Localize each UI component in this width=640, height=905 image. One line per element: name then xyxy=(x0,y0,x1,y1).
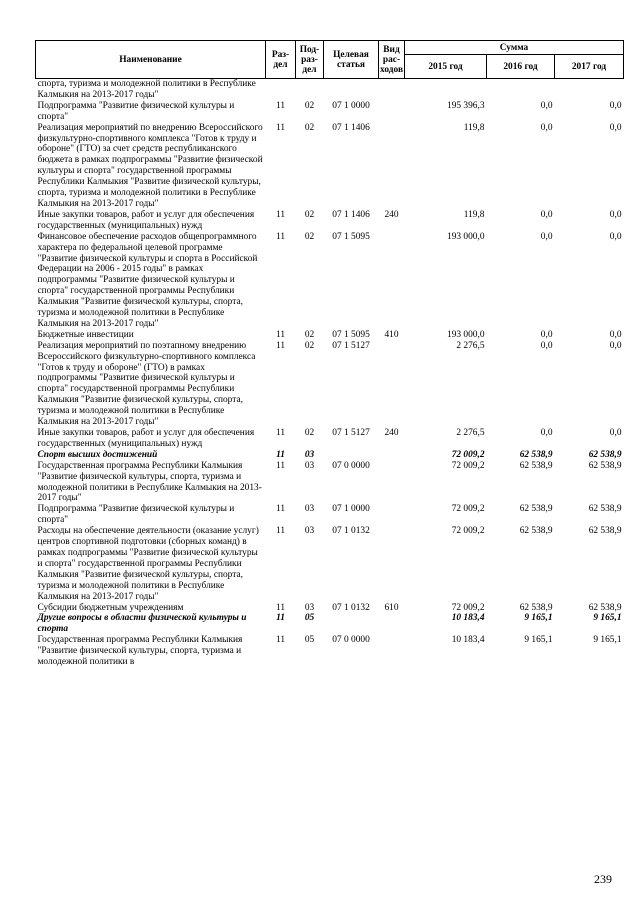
row-razdel: 11 xyxy=(275,635,286,646)
row-razdel: 11 xyxy=(276,449,285,460)
row-razdel: 11 xyxy=(275,122,286,133)
row-2016: 0,0 xyxy=(540,329,553,340)
row-2016: 0,0 xyxy=(540,340,553,351)
table-row xyxy=(36,461,624,505)
row-podrazdel: 03 xyxy=(304,602,315,613)
table-body xyxy=(36,79,624,668)
row-2015: 72 009,2 xyxy=(451,449,485,460)
table-header xyxy=(36,41,624,79)
table-row xyxy=(36,603,624,614)
header-podrazdel: Под-раз-дел xyxy=(296,41,324,79)
budget-table xyxy=(35,40,624,668)
row-2016 xyxy=(487,79,555,101)
row-target: 07 0 0000 xyxy=(332,460,370,471)
row-name: Финансовое обеспечение расходов общепрограммного характера по федеральной целевой программе "Развитие физической культуры и спорта в Российской Федерации на 2006 - 2015 годы" в рамках подпрограммы "Развитие физической культуры и спорта" государственной программы Республики Калмыкия "Развитие физической культуры, спорта, туризма и молодежной политики в Республике Калмыкия на 2013-2017 годы" xyxy=(37,231,258,329)
row-name: Иные закупки товаров, работ и услуг для обеспечения государственных (муниципальных) нужд xyxy=(37,209,255,231)
row-2016: 62 538,9 xyxy=(519,449,553,460)
row-podrazdel: 05 xyxy=(304,635,315,646)
row-razdel: 11 xyxy=(275,504,286,515)
row-vid xyxy=(379,526,405,602)
row-razdel: 11 xyxy=(275,526,286,537)
row-2015: 72 009,2 xyxy=(451,460,485,471)
row-vid: 240 xyxy=(384,209,399,220)
header-razdel: Раз-дел xyxy=(266,41,296,79)
row-target: 07 1 0000 xyxy=(332,100,370,111)
row-2015: 2 276,5 xyxy=(456,340,485,351)
row-podrazdel: 02 xyxy=(304,100,315,111)
row-2017: 62 538,9 xyxy=(588,449,622,460)
row-target: 07 1 5095 xyxy=(332,231,370,242)
row-2017: 9 165,1 xyxy=(593,635,622,646)
row-target: 07 1 0132 xyxy=(332,602,370,613)
row-2015 xyxy=(405,79,487,101)
row-2016: 62 538,9 xyxy=(519,602,553,613)
table-row xyxy=(36,613,624,635)
row-target xyxy=(324,79,379,101)
row-podrazdel xyxy=(296,79,324,101)
header-2017: 2017 год xyxy=(555,55,624,79)
row-2016: 0,0 xyxy=(540,100,553,111)
row-vid xyxy=(379,101,405,123)
row-vid: 410 xyxy=(384,329,399,340)
row-target: 07 1 1406 xyxy=(332,209,370,220)
row-2016: 9 165,1 xyxy=(524,635,553,646)
row-2015: 10 183,4 xyxy=(451,613,485,624)
table-row xyxy=(36,635,624,668)
row-2015: 119,8 xyxy=(463,209,485,220)
row-name: Другие вопросы в области физической культуры и спорта xyxy=(37,613,247,635)
row-target: 07 1 0132 xyxy=(332,526,370,537)
row-target xyxy=(324,613,379,635)
row-vid xyxy=(379,341,405,428)
row-name: Реализация мероприятий по внедрению Всероссийского физкультурно-спортивного комплекса "Готов к труду и обороне" (ГТО) за счет средств республиканского бюджета в рамках подпрограммы "Развитие физической культуры и спорта" государственной программы Республики Калмыкия "Развитие физической культуры, спорта, туризма и молодежной политики в Республике Калмыкия на 2013-2017 годы" xyxy=(37,122,263,209)
row-2017: 0,0 xyxy=(609,122,622,133)
row-podrazdel: 03 xyxy=(304,526,315,537)
row-2017: 0,0 xyxy=(609,100,622,111)
row-2016: 62 538,9 xyxy=(519,526,553,537)
table-row xyxy=(36,232,624,330)
table-row xyxy=(36,210,624,232)
row-2017 xyxy=(555,79,624,101)
row-razdel: 11 xyxy=(275,209,286,220)
row-razdel: 11 xyxy=(275,329,286,340)
row-vid xyxy=(379,123,405,210)
row-2015: 193 000,0 xyxy=(447,329,485,340)
row-podrazdel: 02 xyxy=(304,329,315,340)
table-row xyxy=(36,101,624,123)
row-vid: 610 xyxy=(384,602,399,613)
row-name: Подпрограмма "Развитие физической культуры и спорта" xyxy=(37,504,235,526)
row-2016: 0,0 xyxy=(540,231,553,242)
row-podrazdel: 02 xyxy=(304,209,315,220)
row-razdel: 11 xyxy=(275,602,286,613)
row-podrazdel: 03 xyxy=(304,504,315,515)
row-2017: 62 538,9 xyxy=(588,504,622,515)
row-target: 07 1 5127 xyxy=(332,340,370,351)
row-name: Иные закупки товаров, работ и услуг для обеспечения государственных (муниципальных) нужд xyxy=(37,428,255,449)
row-2016: 0,0 xyxy=(540,428,553,438)
table-row xyxy=(36,123,624,210)
row-name: Реализация мероприятий по поэтапному внедрению Всероссийского физкультурно-спортивного комплекса "Готов к труду и обороне" (ГТО) в рамках подпрограммы "Развитие физической культуры и спорта" государственной программы Республики Калмыкия "Развитие физической культуры, спорта, туризма и молодежной политики в Республике Калмыкия на 2013-2017 годы" xyxy=(37,340,256,428)
header-target: Целевая статья xyxy=(324,41,379,79)
row-name: Государственная программа Республики Калмыкия "Развитие физической культуры, спорта, туризма и молодежной политики в Республике Калмыкия на 2013-2017 годы" xyxy=(37,460,262,504)
row-2015: 193 000,0 xyxy=(447,231,485,242)
row-2017: 0,0 xyxy=(609,428,622,438)
row-2016: 62 538,9 xyxy=(519,504,553,515)
row-vid xyxy=(379,504,405,526)
row-razdel: 11 xyxy=(275,428,286,438)
row-target: 07 0 0000 xyxy=(332,635,370,646)
row-2016: 0,0 xyxy=(540,209,553,220)
row-name: Государственная программа Республики Калмыкия "Развитие физической культуры, спорта, туризма и молодежной политики в xyxy=(37,635,243,668)
row-vid xyxy=(379,450,405,461)
row-2015: 10 183,4 xyxy=(451,635,485,646)
row-podrazdel: 03 xyxy=(304,449,315,460)
row-vid xyxy=(379,232,405,330)
table-row xyxy=(36,330,624,341)
row-name: Расходы на обеспечение деятельности (оказание услуг) центров спортивной подготовки (сборных команд) в рамках подпрограммы "Развитие физической культуры и спорта" государственной программы Республики Калмыкия "Развитие физической культуры, спорта, туризма и молодежной политики в Республике Калмыкия на 2013-2017 годы" xyxy=(37,526,259,602)
row-name: Спорт высших достижений xyxy=(37,449,158,460)
row-podrazdel: 02 xyxy=(304,340,315,351)
row-vid xyxy=(379,635,405,668)
row-2017: 0,0 xyxy=(609,329,622,340)
row-2017: 0,0 xyxy=(609,231,622,242)
header-2015: 2015 год xyxy=(405,55,487,79)
table-row xyxy=(36,450,624,461)
row-vid: 240 xyxy=(384,428,399,438)
row-name: Подпрограмма "Развитие физической культуры и спорта" xyxy=(37,100,235,122)
table-row xyxy=(36,504,624,526)
row-target: 07 1 5095 xyxy=(332,329,370,340)
row-2015: 72 009,2 xyxy=(451,602,485,613)
row-target: 07 1 0000 xyxy=(332,504,370,515)
row-2016: 9 165,1 xyxy=(524,613,553,624)
header-vid: Вид рас-ходов xyxy=(379,41,405,79)
row-name: Субсидии бюджетным учреждениям xyxy=(37,602,184,613)
header-sum: Сумма xyxy=(405,41,624,55)
row-2015: 2 276,5 xyxy=(456,428,485,438)
table-row xyxy=(36,341,624,428)
table-row xyxy=(36,526,624,602)
row-vid xyxy=(379,461,405,505)
row-2015: 72 009,2 xyxy=(451,504,485,515)
header-name: Наименование xyxy=(36,41,266,79)
row-2017: 62 538,9 xyxy=(588,602,622,613)
row-podrazdel: 03 xyxy=(304,460,315,471)
row-2017: 0,0 xyxy=(609,340,622,351)
row-podrazdel: 05 xyxy=(304,613,315,624)
row-target: 07 1 5127 xyxy=(332,428,370,438)
row-2017: 0,0 xyxy=(609,209,622,220)
table-row xyxy=(36,428,624,450)
row-2017: 62 538,9 xyxy=(588,526,622,537)
header-2016: 2016 год xyxy=(487,55,555,79)
row-name: спорта, туризма и молодежной политики в Республике Калмыкия на 2013-2017 годы" xyxy=(37,79,256,100)
row-razdel: 11 xyxy=(275,100,286,111)
row-podrazdel: 02 xyxy=(304,428,315,438)
row-2017: 9 165,1 xyxy=(593,613,622,624)
row-2016: 62 538,9 xyxy=(519,460,553,471)
row-2017: 62 538,9 xyxy=(588,460,622,471)
row-razdel: 11 xyxy=(275,231,286,242)
row-name: Бюджетные инвестиции xyxy=(37,329,134,340)
row-podrazdel: 02 xyxy=(304,231,315,242)
row-razdel: 11 xyxy=(276,613,285,624)
row-vid xyxy=(379,79,405,101)
row-vid xyxy=(379,613,405,635)
row-2015: 72 009,2 xyxy=(451,526,485,537)
row-2016: 0,0 xyxy=(540,122,553,133)
row-razdel xyxy=(266,79,296,101)
row-razdel: 11 xyxy=(275,460,286,471)
table-row xyxy=(36,79,624,101)
row-razdel: 11 xyxy=(275,340,286,351)
row-target: 07 1 1406 xyxy=(332,122,370,133)
row-target xyxy=(324,450,379,461)
row-2015: 195 396,3 xyxy=(447,100,485,111)
row-podrazdel: 02 xyxy=(304,122,315,133)
row-2015: 119,8 xyxy=(463,122,485,133)
page-number: 239 xyxy=(594,872,612,886)
